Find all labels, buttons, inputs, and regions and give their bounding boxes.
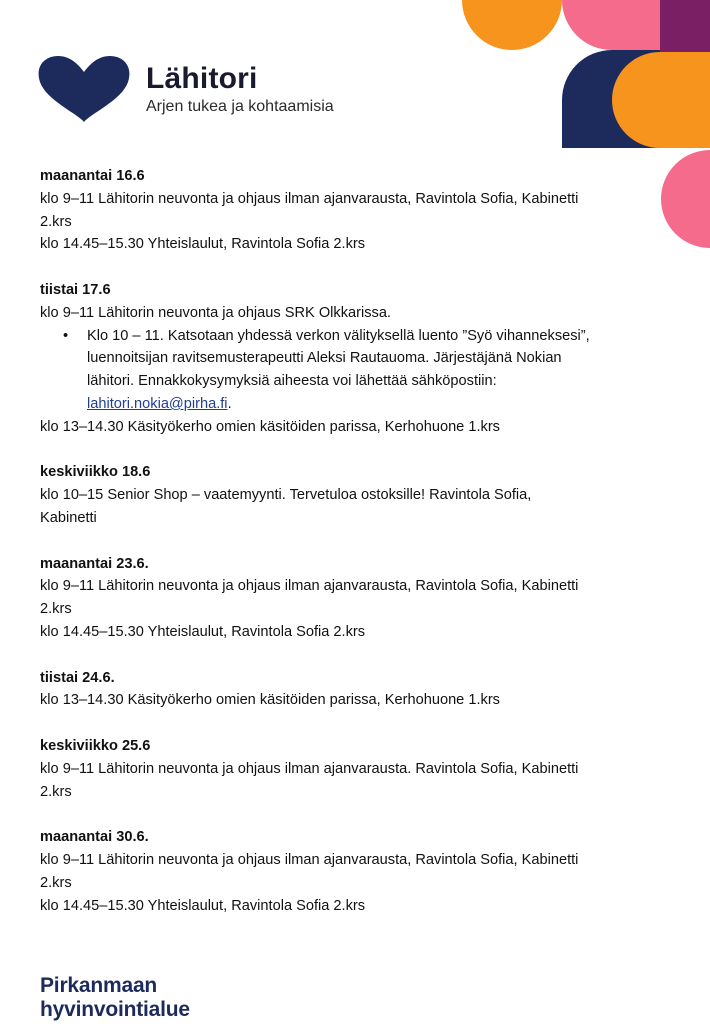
email-link[interactable]: lahitori.nokia@pirha.fi (87, 395, 228, 412)
event-line: 2.krs (40, 874, 72, 891)
event-line: klo 9–11 Lähitorin neuvonta ja ohjaus ilman ajanvarausta. Ravintola Sofia, Kabinetti (40, 760, 579, 777)
pirkanmaan-hyvinvointialue-logo (40, 974, 190, 1022)
day-heading: tiistai 17.6 (40, 281, 111, 298)
day-block (40, 826, 640, 917)
pink-top-shape (562, 0, 660, 57)
bullet-marker: • (63, 327, 69, 344)
event-line: 2.krs (40, 783, 72, 800)
day-heading: keskiviikko 25.6 (40, 737, 151, 754)
purple-column-shape (660, 0, 710, 52)
heart-icon (38, 54, 130, 124)
event-line: klo 13–14.30 Käsityökerho omien käsitöiden parissa, Kerhohuone 1.krs (40, 418, 500, 435)
bullet-line: Klo 10 – 11. Katsotaan yhdessä verkon välityksellä luento ”Syö vihanneksesi”, (87, 327, 590, 344)
bullet-item (40, 325, 640, 416)
event-line: klo 14.45–15.30 Yhteislaulut, Ravintola Sofia 2.krs (40, 623, 366, 640)
orange-top-circle-shape (462, 0, 562, 50)
orange-right-shape (612, 52, 710, 148)
day-heading: maanantai 23.6. (40, 555, 149, 572)
pink-lower-shape (661, 150, 710, 248)
event-line: klo 9–11 Lähitorin neuvonta ja ohjaus ilman ajanvarausta, Ravintola Sofia, Kabinetti (40, 190, 579, 207)
day-heading: maanantai 30.6. (40, 829, 149, 846)
day-heading: maanantai 16.6 (40, 168, 145, 184)
event-line: klo 14.45–15.30 Yhteislaulut, Ravintola Sofia 2.krs (40, 897, 366, 914)
event-line: klo 9–11 Lähitorin neuvonta ja ohjaus ilman ajanvarausta, Ravintola Sofia, Kabinetti (40, 578, 579, 595)
bullet-list (40, 325, 640, 416)
footer-line: Pirkanmaan (40, 974, 158, 997)
event-line: klo 9–11 Lähitorin neuvonta ja ohjaus SRK Olkkarissa. (40, 304, 391, 321)
footer-line: hyvinvointialue (40, 998, 190, 1021)
event-line: 2.krs (40, 601, 72, 618)
day-block (40, 165, 640, 256)
event-line: 2.krs (40, 213, 72, 230)
day-block (40, 461, 640, 529)
day-heading: tiistai 24.6. (40, 669, 115, 686)
orange-half-circle-shape (463, 0, 561, 49)
email-suffix: . (227, 395, 232, 412)
bullet-line: luennoitsijan ravitsemusterapeutti Aleksi Rautauoma. Järjestäjänä Nokian (87, 350, 562, 367)
navy-shape (562, 50, 660, 148)
bullet-line: lähitori. Ennakkokysymyksiä aiheesta voi lähettää sähköpostiin: (87, 373, 497, 390)
event-line: klo 14.45–15.30 Yhteislaulut, Ravintola Sofia 2.krs (40, 236, 366, 253)
event-line: klo 9–11 Lähitorin neuvonta ja ohjaus ilman ajanvarausta, Ravintola Sofia, Kabinetti (40, 851, 579, 868)
lahitori-logo (38, 54, 334, 124)
logo-subtitle: Arjen tukea ja kohtaamisia (146, 98, 334, 115)
event-line: Kabinetti (40, 509, 97, 526)
schedule (40, 165, 640, 940)
day-block (40, 735, 640, 803)
day-block (40, 279, 640, 439)
day-block (40, 667, 640, 713)
event-line: klo 13–14.30 Käsityökerho omien käsitöiden parissa, Kerhohuone 1.krs (40, 692, 500, 709)
day-block (40, 553, 640, 644)
logo-text (146, 62, 334, 117)
logo-title: Lähitori (146, 62, 258, 95)
day-heading: keskiviikko 18.6 (40, 464, 151, 481)
event-line: klo 10–15 Senior Shop – vaatemyynti. Tervetuloa ostoksille! Ravintola Sofia, (40, 487, 532, 504)
